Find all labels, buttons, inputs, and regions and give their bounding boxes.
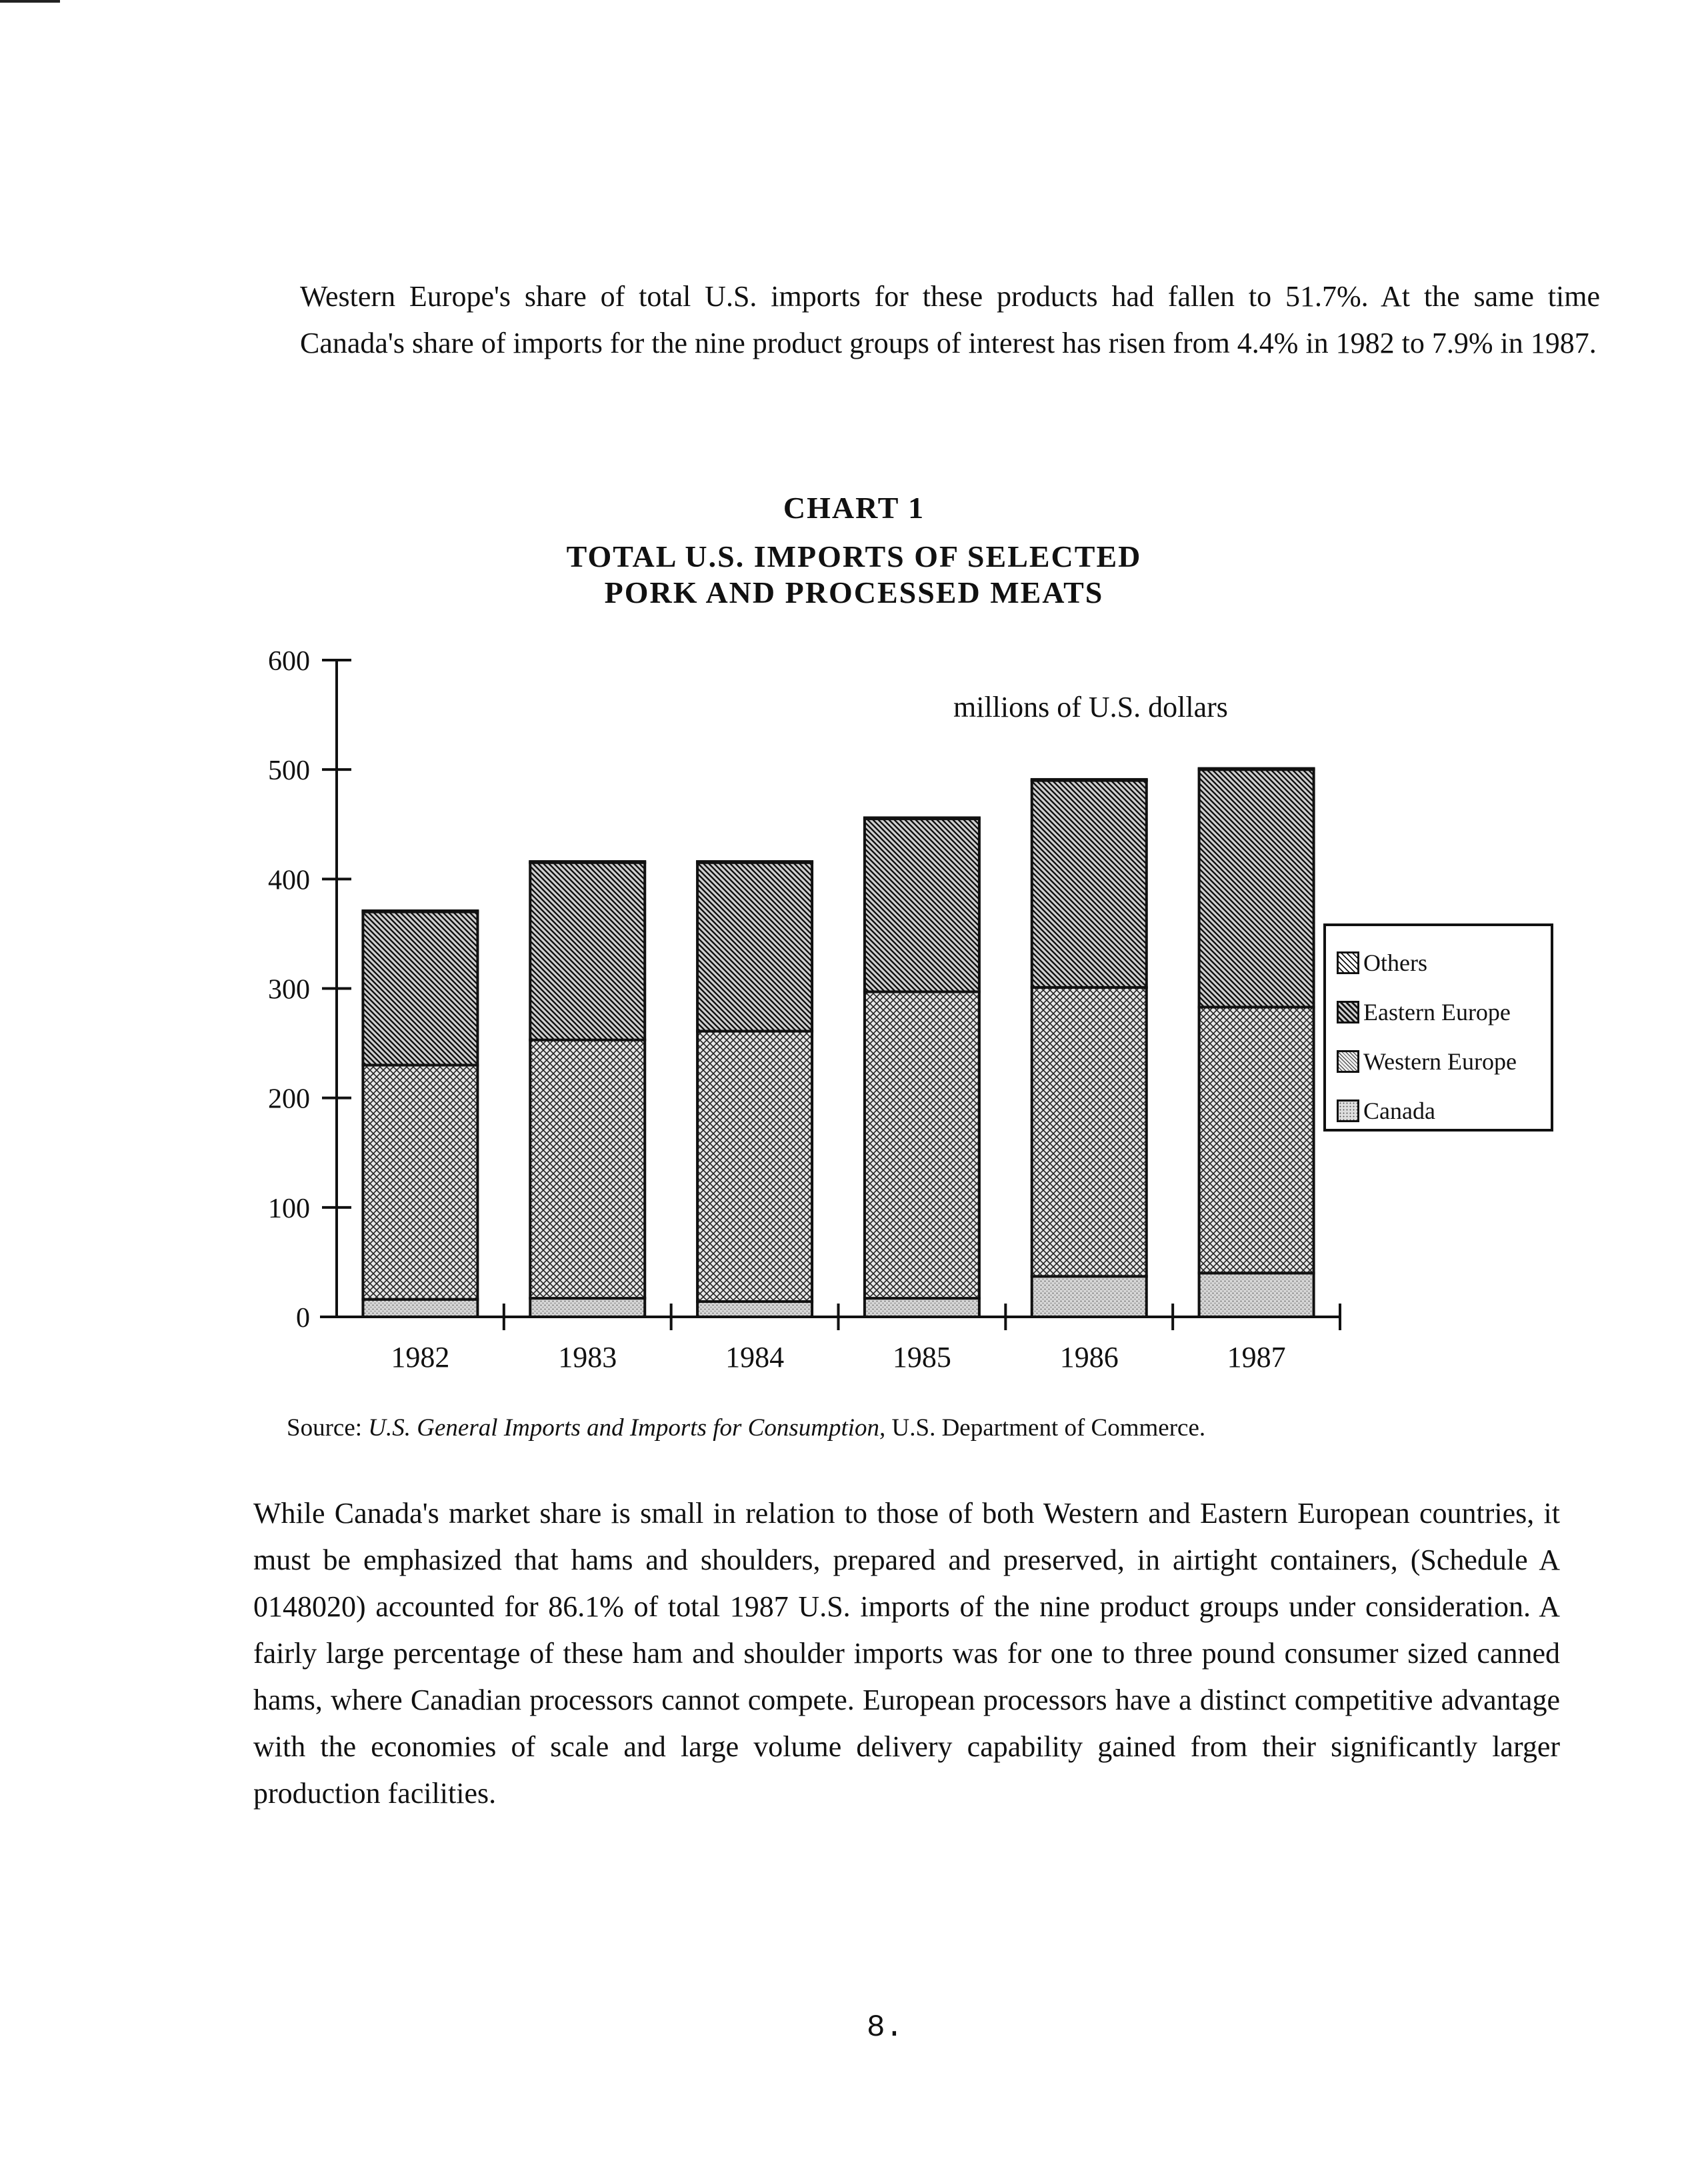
legend-swatch-others [1337,951,1359,974]
legend-item-western-europe [1337,1037,1544,1086]
bar-segment-western-europe [1032,987,1147,1276]
source-prefix: Source: [287,1414,363,1442]
page-number: 8. [867,2010,904,2045]
legend-item-eastern-europe [1337,987,1544,1037]
bar-segment-eastern-europe [1032,781,1147,987]
bar-segment-eastern-europe [1199,769,1314,1007]
bar-segment-canada [1032,1276,1147,1317]
bar-segment-eastern-europe [697,863,812,1031]
x-tick-label: 1985 [892,1341,951,1374]
bar-segment-western-europe [697,1031,812,1302]
paragraph-bottom: While Canada's market share is small in relation to those of both Western and Eastern European countries, it must be emphasized that hams and shoulders, prepared and preserved, in airtight containers, (Schedule A 0148020) accounted for 86.1% of total 1987 U.S. imports of the nine product groups under consideration. A fairly large percentage of these ham and shoulder imports was for one to three pound consumer sized canned hams, where Canadian processors cannot compete. European processors have a distinct competitive advantage with the economies of scale and large volume delivery capability gained from their significantly larger production facilities. [253,1497,1560,1810]
bar-segment-eastern-europe [530,863,645,1040]
bar-segment-western-europe [530,1040,645,1298]
y-tick-label: 200 [268,1083,310,1115]
bar-segment-western-europe [363,1065,477,1299]
bar-segment-canada [697,1302,812,1317]
unit-label: millions of U.S. dollars [953,691,1228,723]
bar-segment-western-europe [865,991,979,1298]
bar-segment-others [530,861,645,863]
y-tick-label: 600 [268,646,310,677]
legend-label: Western Europe [1363,1048,1517,1075]
x-tick-label: 1984 [725,1341,785,1374]
legend-item-canada [1337,1086,1544,1136]
chart-title-line2: PORK AND PROCESSED MEATS [604,575,1104,609]
source-title: U.S. General Imports and Imports for Consumption, [368,1414,886,1442]
legend-label: Eastern Europe [1363,999,1511,1025]
bar-segment-others [1032,779,1147,781]
legend-swatch-canada [1337,1100,1359,1122]
bar-segment-western-europe [1199,1007,1314,1273]
bar-segment-others [697,861,812,863]
bar-segment-eastern-europe [363,912,477,1065]
legend-swatch-eastern-europe [1337,1001,1359,1023]
source-publisher: U.S. Department of Commerce. [891,1414,1206,1442]
y-tick-label: 100 [268,1193,310,1224]
x-tick-label: 1982 [391,1341,450,1374]
chart-legend [1323,923,1553,1132]
y-tick-label: 300 [268,974,310,1005]
legend-label: Canada [1363,1098,1435,1124]
legend-label: Others [1363,949,1427,976]
bar-segment-canada [865,1298,979,1317]
chart-title-line1: TOTAL U.S. IMPORTS OF SELECTED [566,539,1142,573]
bar-segment-others [1199,769,1314,770]
chart-label: CHART 1 [783,491,925,525]
chart-source [287,1414,1420,1442]
paragraph-top: Western Europe's share of total U.S. imports for these products had fallen to 51.7%. At the same time Canada's share of imports for the nine product groups of interest has risen from 4.4% in 1982 to 7.9% in 1987. [300,280,1600,359]
bar-segment-eastern-europe [865,819,979,991]
bar-segment-others [363,911,477,912]
y-tick-label: 500 [268,755,310,787]
bar-segment-canada [363,1300,477,1317]
y-tick-label: 400 [268,865,310,896]
x-tick-label: 1983 [558,1341,617,1374]
x-tick-label: 1987 [1227,1341,1286,1374]
x-tick-label: 1986 [1059,1341,1119,1374]
legend-swatch-western-europe [1337,1050,1359,1073]
bar-segment-others [865,817,979,819]
bar-segment-canada [530,1298,645,1317]
bar-segment-canada [1199,1273,1314,1317]
legend-item-others [1337,938,1544,987]
y-tick-label: 0 [296,1303,310,1334]
